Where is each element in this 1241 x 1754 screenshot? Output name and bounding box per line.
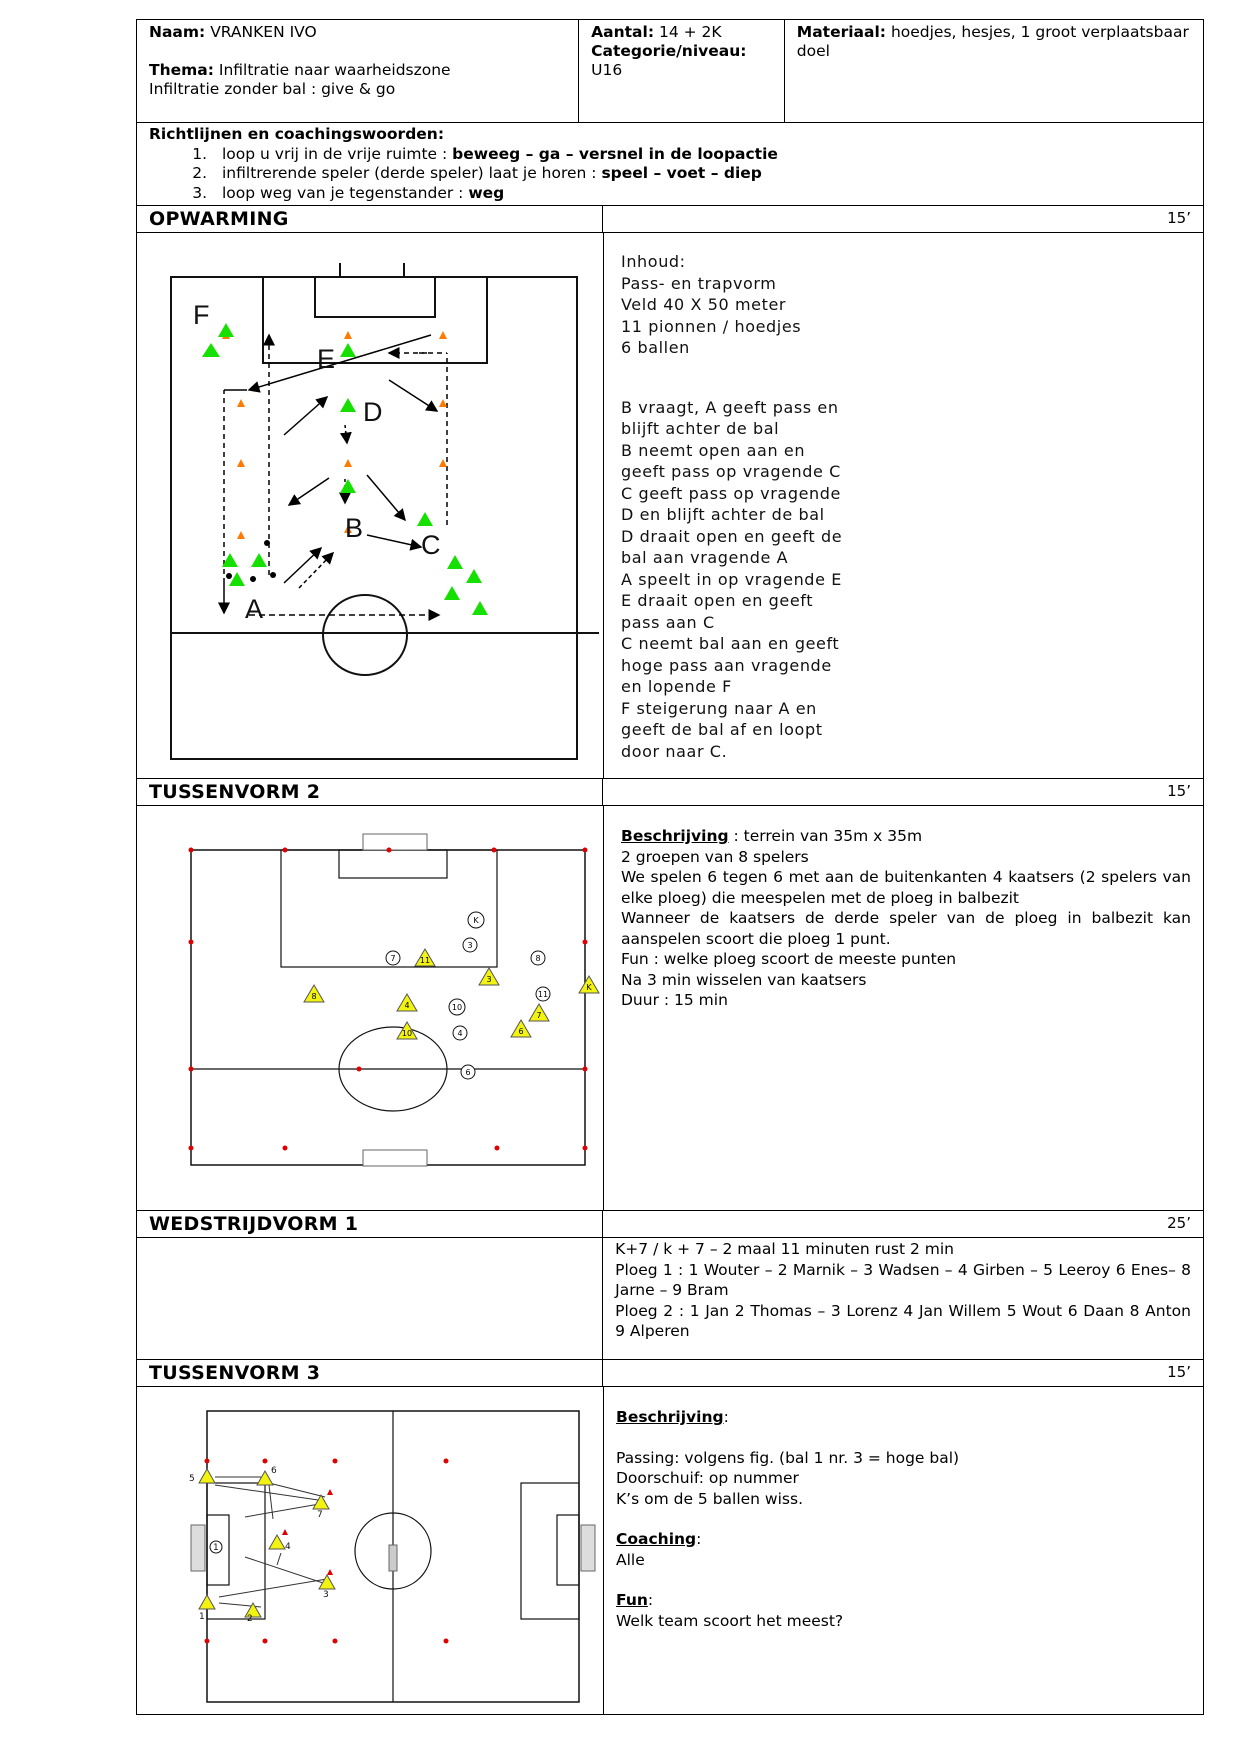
player-label-e: E bbox=[317, 344, 336, 374]
guideline-item: 3. loop weg van je tegenstander : weg bbox=[212, 184, 1191, 204]
fun-text: Welk team scoort het meest? bbox=[616, 1611, 844, 1630]
opwarming-line: pass aan C bbox=[621, 612, 715, 632]
player-label-c: C bbox=[421, 530, 441, 560]
opwarming-diagram bbox=[149, 235, 615, 780]
opwarming-line: B vraagt, A geeft pass en bbox=[621, 397, 839, 417]
guideline-item: 1. loop u vrij in de vrije ruimte : beweeg – ga – versnel in de loopactie bbox=[212, 145, 1191, 165]
beschrijving-line: Doorschuif: op nummer bbox=[616, 1469, 799, 1487]
svg-text:8: 8 bbox=[535, 954, 541, 963]
tussenvorm2-diagram bbox=[149, 808, 615, 1212]
svg-text:11: 11 bbox=[419, 956, 431, 965]
guidelines-list bbox=[149, 145, 1191, 204]
svg-text:4: 4 bbox=[457, 1029, 463, 1038]
tussenvorm2-line: Na 3 min wisselen van kaatsers bbox=[621, 970, 867, 989]
opwarming-line: Veld 40 X 50 meter bbox=[621, 295, 787, 314]
opwarming-line: B neemt open aan en bbox=[621, 440, 806, 460]
tussenvorm3-diagram bbox=[149, 1389, 615, 1716]
wedstrijdvorm1-text-cell bbox=[602, 1238, 1203, 1359]
guideline-item: 2. infiltrerende speler (derde speler) laat je horen : speel – voet – diep bbox=[212, 164, 1191, 184]
wedstrijdvorm1-line: Ploeg 2 : 1 Jan 2 Thomas – 3 Lorenz 4 Jan Willem 5 Wout 6 Daan 8 Anton 9 Alperen bbox=[615, 1301, 1191, 1340]
sections-table bbox=[136, 206, 1204, 1715]
opwarming-line: Pass- en trapvorm bbox=[621, 273, 777, 293]
opwarming-line: geeft de bal af en loopt bbox=[621, 720, 823, 739]
svg-text:6: 6 bbox=[271, 1466, 277, 1476]
opwarming-line: bal aan vragende A bbox=[621, 548, 789, 567]
wedstrijdvorm1-body bbox=[137, 1238, 1203, 1360]
categorie-value: U16 bbox=[591, 61, 623, 79]
naam-label: Naam: bbox=[149, 23, 206, 41]
opwarming-line: F steigerung naar A en bbox=[621, 698, 817, 718]
naam-value: VRANKEN IVO bbox=[210, 23, 317, 41]
tussenvorm3-duration: 15’ bbox=[602, 1360, 1203, 1386]
aantal-label: Aantal: bbox=[591, 23, 655, 41]
categorie-label: Categorie/niveau: bbox=[591, 42, 747, 60]
opwarming-line bbox=[621, 359, 1191, 397]
opwarming-text-cell bbox=[603, 233, 1203, 778]
svg-text:2: 2 bbox=[247, 1614, 253, 1624]
opwarming-instructions bbox=[621, 251, 1191, 762]
svg-text:10: 10 bbox=[401, 1029, 413, 1038]
tussenvorm3-header bbox=[137, 1360, 1203, 1387]
player-label-d: D bbox=[363, 397, 383, 427]
svg-text:6: 6 bbox=[518, 1027, 524, 1036]
opwarming-line: A speelt in op vragende E bbox=[621, 569, 842, 589]
svg-text:7: 7 bbox=[317, 1510, 323, 1520]
svg-text:11: 11 bbox=[537, 990, 549, 999]
tussenvorm2-line: Duur : 15 min bbox=[621, 991, 728, 1009]
svg-text:4: 4 bbox=[285, 1542, 291, 1552]
tussenvorm3-text-cell: Beschrijving: Passing: volgens fig. (bal 1 nr. 3 = hoge bal) Doorschuif: op nummer K’s om de 5 ballen wiss. Coaching: Alle Fun: Welk team scoort het meest? bbox=[603, 1387, 1203, 1714]
wedstrijdvorm1-line: K+7 / k + 7 – 2 maal 11 minuten rust 2 min bbox=[615, 1240, 954, 1258]
tussenvorm2-text-cell: Beschrijving : terrein van 35m x 35m 2 groepen van 8 spelers We spelen 6 tegen 6 met aan de buitenkanten 4 kaatsers (2 spelers van elke ploeg) die meespelen met de ploeg in balbezit Wanneer de kaatsers de derde speler van de ploeg in balbezit kan aanspelen scoort die ploeg 1 punt. Fun : welke ploeg scoort de meeste punten Na 3 min wisselen van kaatsers Duur : 15 min bbox=[603, 806, 1203, 1210]
wedstrijdvorm1-duration: 25’ bbox=[602, 1211, 1203, 1237]
opwarming-body bbox=[137, 233, 1203, 779]
header-row bbox=[137, 20, 1203, 123]
wedstrijdvorm1-line: Ploeg 1 : 1 Wouter – 2 Marnik – 3 Wadsen – 4 Girben – 5 Leeroy 6 Enes– 8 Jarne – 9 Bram bbox=[615, 1260, 1191, 1299]
svg-text:10: 10 bbox=[451, 1003, 463, 1012]
svg-text:K: K bbox=[473, 916, 479, 925]
tussenvorm3-title: TUSSENVORM 3 bbox=[149, 1362, 321, 1384]
wedstrijdvorm1-left bbox=[137, 1238, 602, 1359]
opwarming-line: Inhoud: bbox=[621, 252, 686, 271]
tussenvorm2-line: 2 groepen van 8 spelers bbox=[621, 847, 809, 866]
tussenvorm3-body bbox=[137, 1387, 1203, 1714]
opwarming-line: door naar C. bbox=[621, 741, 728, 761]
aantal-cell bbox=[578, 20, 784, 122]
svg-text:1: 1 bbox=[213, 1543, 219, 1553]
guidelines-title: Richtlijnen en coachingswoorden: bbox=[149, 125, 445, 143]
aantal-value: 14 + 2K bbox=[658, 23, 722, 41]
thema-value: Infiltratie naar waarheidszone bbox=[218, 61, 451, 79]
tussenvorm2-desc-label: Beschrijving bbox=[621, 827, 729, 845]
beschrijving-label: Beschrijving bbox=[616, 1408, 724, 1426]
guidelines-row bbox=[137, 123, 1203, 205]
tussenvorm2-line: Fun : welke ploeg scoort de meeste punten bbox=[621, 950, 957, 968]
svg-text:5: 5 bbox=[189, 1474, 195, 1484]
training-sheet bbox=[136, 19, 1204, 1715]
tussenvorm2-duration: 15’ bbox=[602, 779, 1203, 805]
svg-text:1: 1 bbox=[199, 1612, 205, 1622]
svg-text:8: 8 bbox=[311, 992, 317, 1001]
thema-sub: Infiltratie zonder bal : give & go bbox=[149, 80, 396, 98]
coaching-label: Coaching bbox=[616, 1530, 697, 1548]
svg-text:K: K bbox=[586, 983, 592, 992]
beschrijving-line: K’s om de 5 ballen wiss. bbox=[616, 1489, 803, 1508]
materiaal-value: hoedjes, hesjes, 1 groot verplaatsbaar doel bbox=[796, 23, 1189, 60]
svg-text:3: 3 bbox=[323, 1590, 329, 1600]
player-label-a: A bbox=[245, 594, 264, 624]
opwarming-duration: 15’ bbox=[602, 206, 1203, 232]
opwarming-line: C neemt bal aan en geeft bbox=[621, 634, 840, 653]
svg-text:6: 6 bbox=[465, 1068, 471, 1077]
materiaal-label: Materiaal: bbox=[796, 23, 886, 41]
svg-text:7: 7 bbox=[390, 954, 396, 963]
opwarming-line: D draait open en geeft de bbox=[621, 526, 843, 546]
beschrijving-line: Passing: volgens fig. (bal 1 nr. 3 = hoge bal) bbox=[616, 1448, 960, 1467]
wedstrijdvorm1-title: WEDSTRIJDVORM 1 bbox=[149, 1213, 359, 1235]
svg-text:7: 7 bbox=[536, 1011, 542, 1020]
opwarming-line: 6 ballen bbox=[621, 338, 690, 357]
svg-text:4: 4 bbox=[404, 1001, 410, 1010]
opwarming-line: blijft achter de bal bbox=[621, 419, 780, 438]
coaching-text: Alle bbox=[616, 1550, 645, 1569]
svg-text:3: 3 bbox=[486, 975, 492, 984]
tussenvorm3-diagram-cell bbox=[137, 1387, 603, 1714]
tussenvorm2-line: Wanneer de kaatsers de derde speler van de ploeg in balbezit kan aanspelen scoort die ploeg 1 punt. bbox=[621, 909, 1191, 948]
tussenvorm2-line: We spelen 6 tegen 6 met aan de buitenkanten 4 kaatsers (2 spelers van elke ploeg) die meespelen met de ploeg in balbezit bbox=[621, 868, 1191, 907]
tussenvorm2-header bbox=[137, 779, 1203, 806]
wedstrijdvorm1-header bbox=[137, 1211, 1203, 1238]
materiaal-cell bbox=[784, 20, 1203, 122]
tussenvorm2-diagram-cell bbox=[137, 806, 603, 1210]
opwarming-line: E draait open en geeft bbox=[621, 591, 814, 610]
opwarming-header bbox=[137, 206, 1203, 233]
naam-thema-cell bbox=[137, 20, 578, 122]
header-table bbox=[136, 19, 1204, 206]
opwarming-line: en lopende F bbox=[621, 677, 732, 696]
player-label-f: F bbox=[193, 300, 210, 330]
opwarming-line: hoge pass aan vragende bbox=[621, 655, 832, 675]
thema-label: Thema: bbox=[149, 61, 214, 79]
tussenvorm2-title: TUSSENVORM 2 bbox=[149, 781, 321, 803]
opwarming-line: geeft pass op vragende C bbox=[621, 462, 841, 481]
opwarming-line: 11 pionnen / hoedjes bbox=[621, 316, 802, 336]
svg-text:3: 3 bbox=[467, 941, 473, 950]
fun-label: Fun bbox=[616, 1591, 648, 1609]
opwarming-line: C geeft pass op vragende bbox=[621, 483, 841, 503]
guidelines-cell bbox=[137, 123, 1203, 205]
player-label-b: B bbox=[345, 513, 364, 543]
opwarming-diagram-cell bbox=[137, 233, 603, 778]
opwarming-line: D en blijft achter de bal bbox=[621, 505, 825, 524]
tussenvorm2-body bbox=[137, 806, 1203, 1211]
opwarming-title: OPWARMING bbox=[149, 208, 289, 230]
